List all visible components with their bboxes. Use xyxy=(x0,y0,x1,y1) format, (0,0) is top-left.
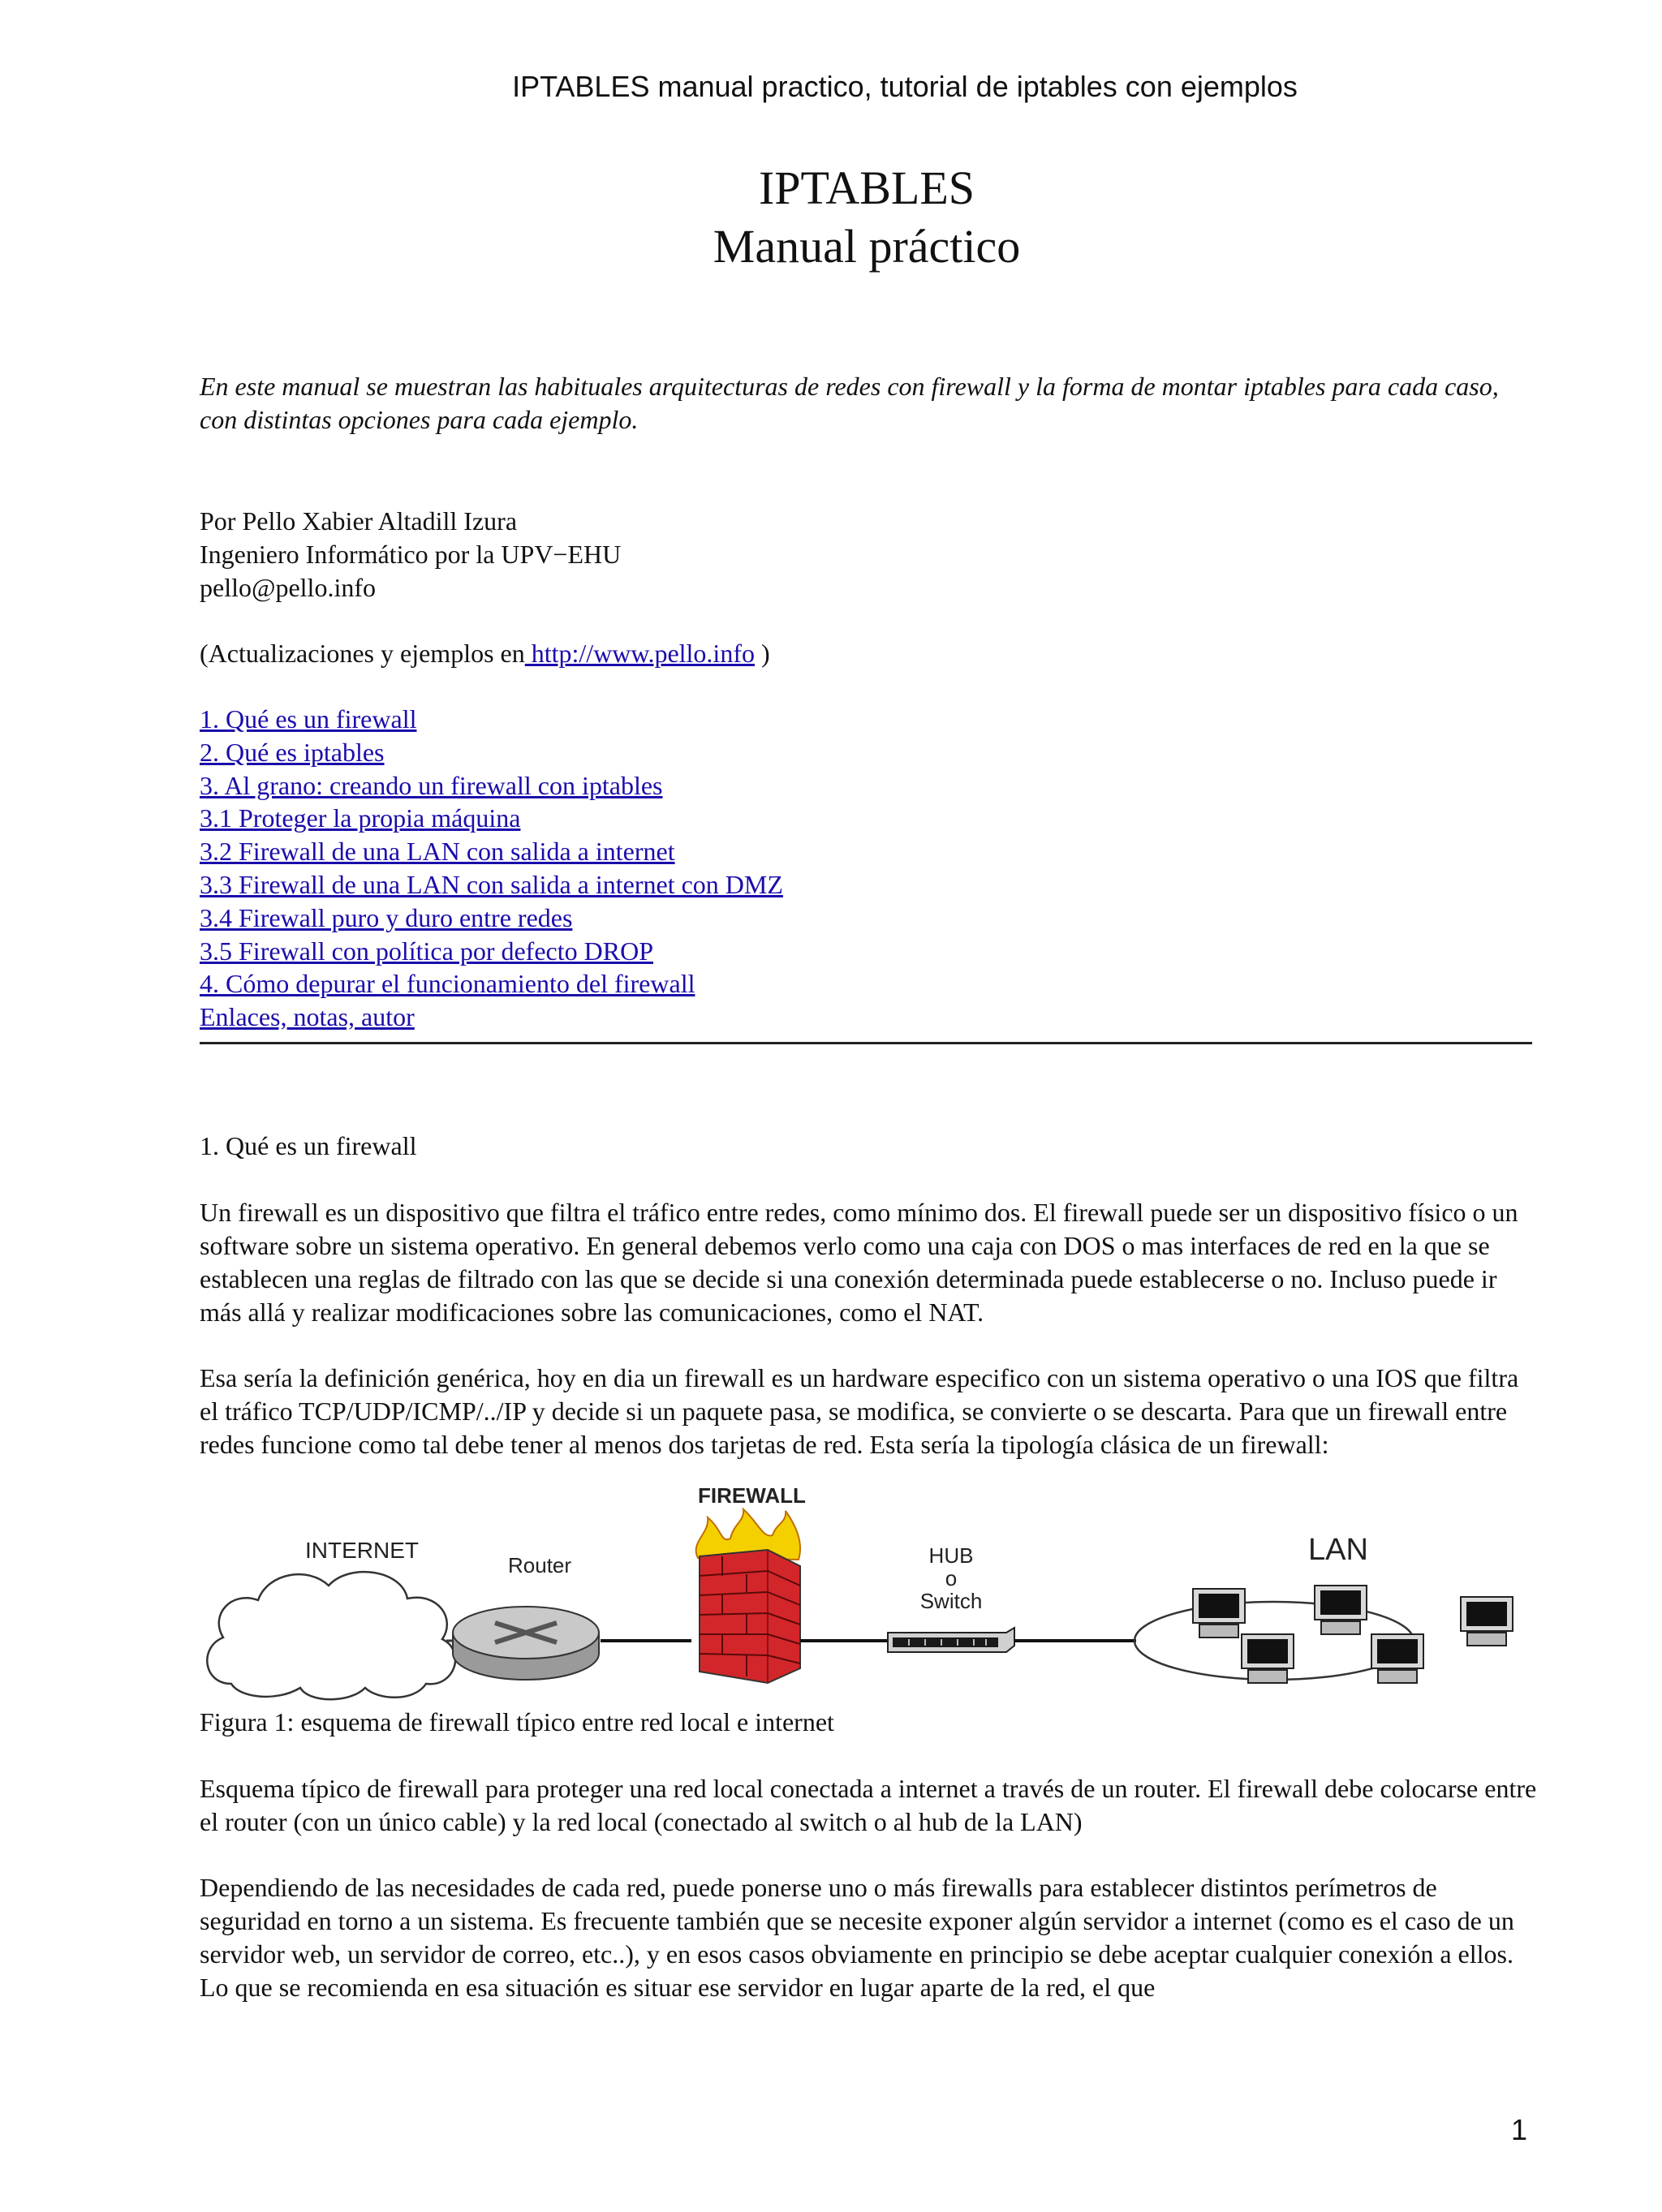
computer-icon xyxy=(1371,1634,1423,1683)
computer-icon xyxy=(1461,1597,1513,1646)
abstract: En este manual se muestran las habituales arquitecturas de redes con firewall y la forma de montar iptables para cada caso, con distintas opciones para cada ejemplo. xyxy=(200,372,1499,434)
computer-icon xyxy=(1193,1589,1245,1637)
paragraph-4: Dependiendo de las necesidades de cada red, puede ponerse uno o más firewalls para establecer distintos perímetros de seguridad en torno a un sistema. Es frecuente también que se necesite exponer algún servidor a internet (como es el caso de un servidor web, un servidor de correo, etc..), y en esos casos obviamente en principio se debe aceptar cualquier conexión a ellos. Lo que se recomienda en esa situación es situar ese servidor en lugar aparte de la red, el que xyxy=(200,1873,1514,2002)
label-hub: HUB xyxy=(928,1543,974,1568)
page-number: 1 xyxy=(1511,2113,1528,2146)
internet-cloud-icon xyxy=(207,1572,455,1699)
updates-prefix: (Actualizaciones y ejemplos en xyxy=(200,639,525,668)
toc-link-3[interactable]: 3. Al grano: creando un firewall con iptables xyxy=(200,770,663,800)
paragraph-3: Esquema típico de firewall para proteger una red local conectada a internet a través de un router. El firewall debe colocarse entre el router (con un único cable) y la red local (conectado al switch o al hub de la LAN) xyxy=(200,1774,1537,1836)
horizontal-rule xyxy=(200,1042,1532,1044)
toc-link-links[interactable]: Enlaces, notas, autor xyxy=(200,1002,415,1032)
computer-icon xyxy=(1315,1586,1367,1634)
author-name: Por Pello Xabier Altadill Izura xyxy=(200,506,518,536)
running-header: IPTABLES manual practico, tutorial de iptables con ejemplos xyxy=(512,70,1298,103)
toc-link-1[interactable]: 1. Qué es un firewall xyxy=(200,704,417,734)
document-title xyxy=(0,159,1662,276)
hub-switch-icon xyxy=(888,1628,1014,1652)
table-of-contents xyxy=(200,703,783,1034)
author-email: pello@pello.info xyxy=(200,573,376,602)
label-internet: INTERNET xyxy=(305,1538,419,1563)
toc-link-3-1[interactable]: 3.1 Proteger la propia máquina xyxy=(200,803,521,833)
toc-link-4[interactable]: 4. Cómo depurar el funcionamiento del firewall xyxy=(200,969,695,999)
toc-link-3-4[interactable]: 3.4 Firewall puro y duro entre redes xyxy=(200,902,573,932)
paragraph-1: Un firewall es un dispositivo que filtra el tráfico entre redes, como mínimo dos. El firewall puede ser un dispositivo físico o un software sobre un sistema operativo. En general debemos verlo como una caja con DOS o mas interfaces de red en la que se establecen una reglas de filtrado con las que se decide si una conexión determinada puede establecerse o no. Incluso puede ir más allá y realizar modificaciones sobre las comunicaciones, como el NAT. xyxy=(200,1198,1518,1327)
router-icon xyxy=(453,1607,599,1680)
label-switch: Switch xyxy=(919,1589,983,1613)
label-firewall: FIREWALL xyxy=(698,1485,806,1508)
section-heading: 1. Qué es un firewall xyxy=(200,1131,417,1160)
updates-line xyxy=(200,637,770,670)
computer-icon xyxy=(1242,1634,1294,1683)
paragraph-2: Esa sería la definición genérica, hoy en dia un firewall es un hardware especifico con un sistema operativo o una IOS que filtra el tráfico TCP/UDP/ICMP/../IP y decide si un paquete pasa, se modifica, se convierte o se descarta. Para que un firewall entre redes funcione como tal debe tener al menos dos tarjetas de red. Esta sería la tipología clásica de un firewall: xyxy=(200,1363,1519,1459)
title-line-2: Manual práctico xyxy=(713,220,1021,273)
label-router: Router xyxy=(508,1553,572,1577)
toc-link-3-3[interactable]: 3.3 Firewall de una LAN con salida a internet con DMZ xyxy=(200,869,783,899)
toc-link-2[interactable]: 2. Qué es iptables xyxy=(200,737,385,767)
title-line-1: IPTABLES xyxy=(758,161,975,214)
updates-suffix: ) xyxy=(754,639,770,668)
toc-link-3-2[interactable]: 3.2 Firewall de una LAN con salida a internet xyxy=(200,837,675,867)
figure-caption: Figura 1: esquema de firewall típico entre red local e internet xyxy=(200,1707,834,1736)
label-o: o xyxy=(945,1566,958,1590)
label-lan: LAN xyxy=(1308,1533,1368,1567)
toc-link-3-5[interactable]: 3.5 Firewall con política por defecto DROP xyxy=(200,936,653,966)
firewall-brick-icon xyxy=(700,1550,800,1683)
firewall-diagram xyxy=(195,1485,1542,1701)
updates-link[interactable]: http://www.pello.info xyxy=(524,639,755,668)
author-title: Ingeniero Informático por la UPV−EHU xyxy=(200,540,622,569)
